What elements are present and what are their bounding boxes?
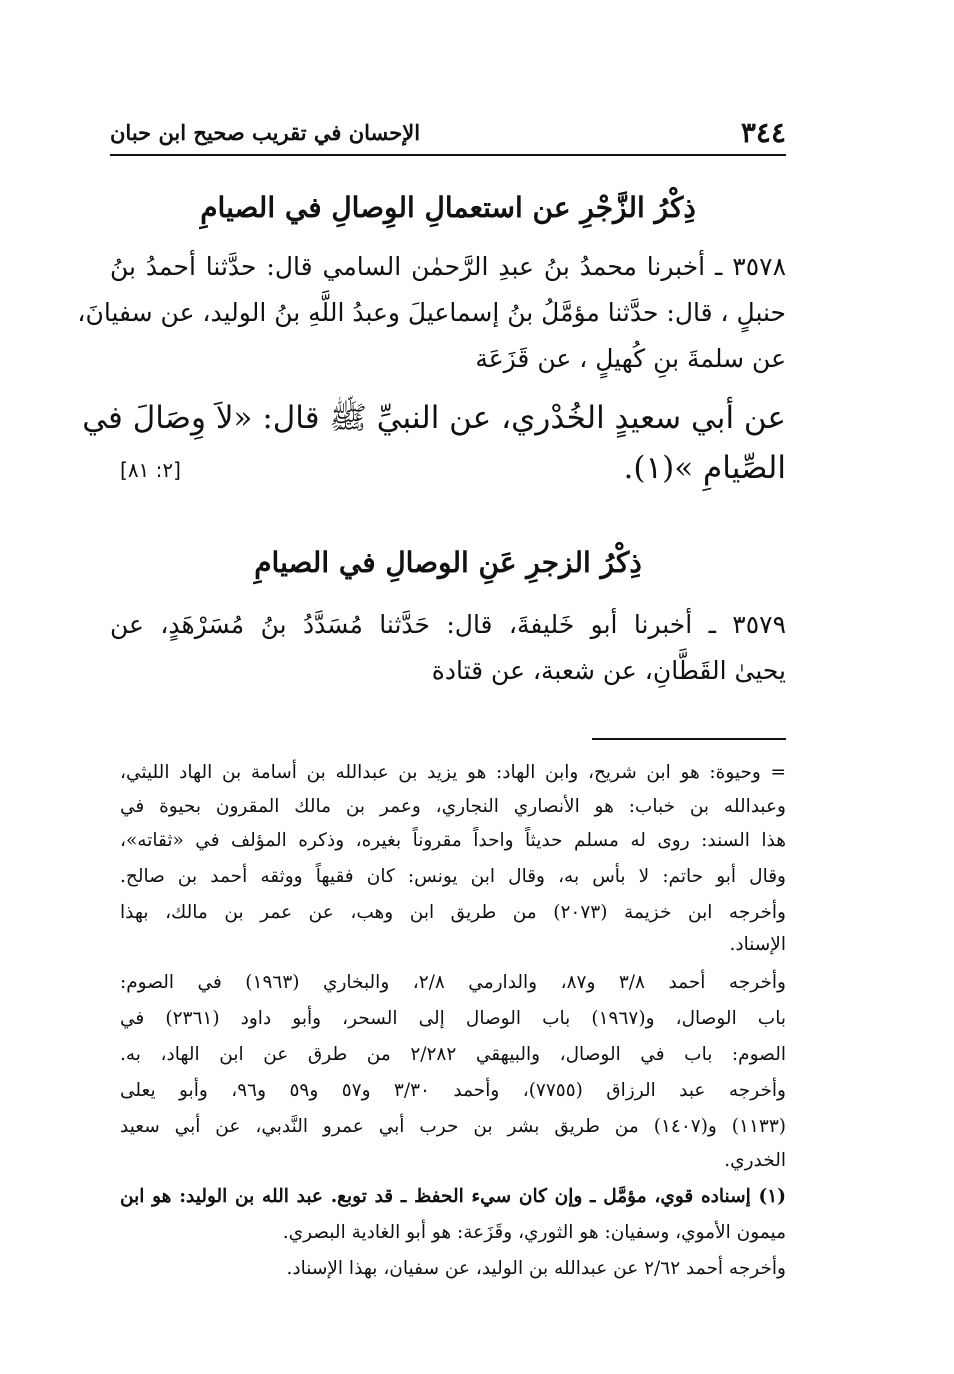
- footnote-line: هذا السند: روى له مسلم حديثاً واحداً مقروناً بغيره، وذكره المؤلف في «ثقاته»،: [120, 830, 786, 851]
- footnote-line: وأخرجه ابن خزيمة (٢٠٧٣) من طريق ابن وهب، عن عمر بن مالك، بهذا: [120, 902, 786, 923]
- hadith-3578-line-3: عن سلمةَ بنِ كُهيلٍ ، عن قَزَعَة: [475, 344, 786, 373]
- hadith-3578-line-5: الصِّيامِ »(١).: [623, 450, 786, 486]
- hadith-3579-line-2: يحيىٰ القَطَّانِ، عن شعبة، عن قتادة: [431, 656, 786, 685]
- book-title: الإحسان في تقريب صحيح ابن حبان: [110, 120, 421, 145]
- footnote-line: وأخرجه أحمد ٣/٨ و٨٧، والدارمي ٢/٨، والبخاري (١٩٦٣) في الصوم:: [120, 972, 786, 993]
- footnote-line: = وحيوة: هو ابن شريح، وابن الهاد: هو يزيد بن عبدالله بن أسامة بن الهاد الليثي،: [120, 762, 786, 783]
- footnote-1-line-1: (١) إسناده قوي، مؤمَّل ـ وإن كان سيء الحفظ ـ قد توبع. عبد الله بن الوليد: هو ابن: [120, 1186, 786, 1207]
- section-heading-2: ذِكْرُ الزجرِ عَنِ الوصالِ في الصيامِ: [254, 546, 642, 579]
- footnote-1-line-2: ميمون الأموي، وسفيان: هو الثوري، وقَزَعة: هو أبو الغادية البصري.: [282, 1222, 786, 1243]
- hadith-3579-line-1: ٣٥٧٩ ـ أخبرنا أبو خَليفةَ، قال: حَدَّثنا مُسَدَّدُ بنُ مُسَرْهَدٍ، عن: [110, 610, 786, 639]
- footnote-line: الخدري.: [724, 1150, 786, 1171]
- footnote-line: الإسناد.: [729, 934, 786, 955]
- page-number: ٣٤٤: [740, 116, 786, 149]
- footnote-line: (١١٣٣) و(١٤٠٧) من طريق بشر بن حرب أبي عمرو النَّدبي، عن أبي سعيد: [120, 1116, 786, 1137]
- footnote-line: باب الوصال، و(١٩٦٧) باب الوصال إلى السحر، وأبو داود (٢٣٦١) في: [120, 1008, 786, 1029]
- running-header: [110, 112, 786, 152]
- footnote-1-line-3: وأخرجه أحمد ٢/٦٢ عن عبدالله بن الوليد، عن سفيان، بهذا الإسناد.: [286, 1258, 786, 1279]
- hadith-3578-line-2: حنبلٍ ، قال: حدَّثنا مؤمَّلُ بنُ إسماعيلَ وعبدُ اللَّهِ بنُ الوليد، عن سفيانَ،: [77, 298, 786, 327]
- footnote-line: وقال أبو حاتم: لا بأس به، وقال ابن يونس: كان فقيهاً ووثقه أحمد بن صالح.: [120, 866, 786, 887]
- footnote-rule: [592, 738, 786, 740]
- source-reference: [٢: ٨١]: [120, 458, 181, 482]
- footnote-line: الصوم: باب في الوصال، والبيهقي ٢/٢٨٢ من طرق عن ابن الهاد، به.: [120, 1044, 786, 1065]
- header-rule: [110, 154, 786, 156]
- footnote-line: وأخرجه عبد الرزاق (٧٧٥٥)، وأحمد ٣/٣٠ و٥٧ و٥٩ و٩٦، وأبو يعلى: [120, 1080, 786, 1101]
- hadith-3578-line-4: عن أبي سعيدٍ الخُدْري، عن النبيِّ ﷺ قال: «لاَ وِصَالَ في: [82, 400, 786, 436]
- section-heading-1: ذِكْرُ الزَّجْرِ عن استعمالِ الوِصالِ في الصيامِ: [200, 191, 696, 224]
- hadith-3578-line-1: ٣٥٧٨ ـ أخبرنا محمدُ بنُ عبدِ الرَّحمٰن السامي قال: حدَّثنا أحمدُ بنُ: [110, 252, 786, 281]
- footnote-line: وعبدالله بن خباب: هو الأنصاري النجاري، وعمر بن مالك المقرون بحيوة في: [120, 796, 786, 817]
